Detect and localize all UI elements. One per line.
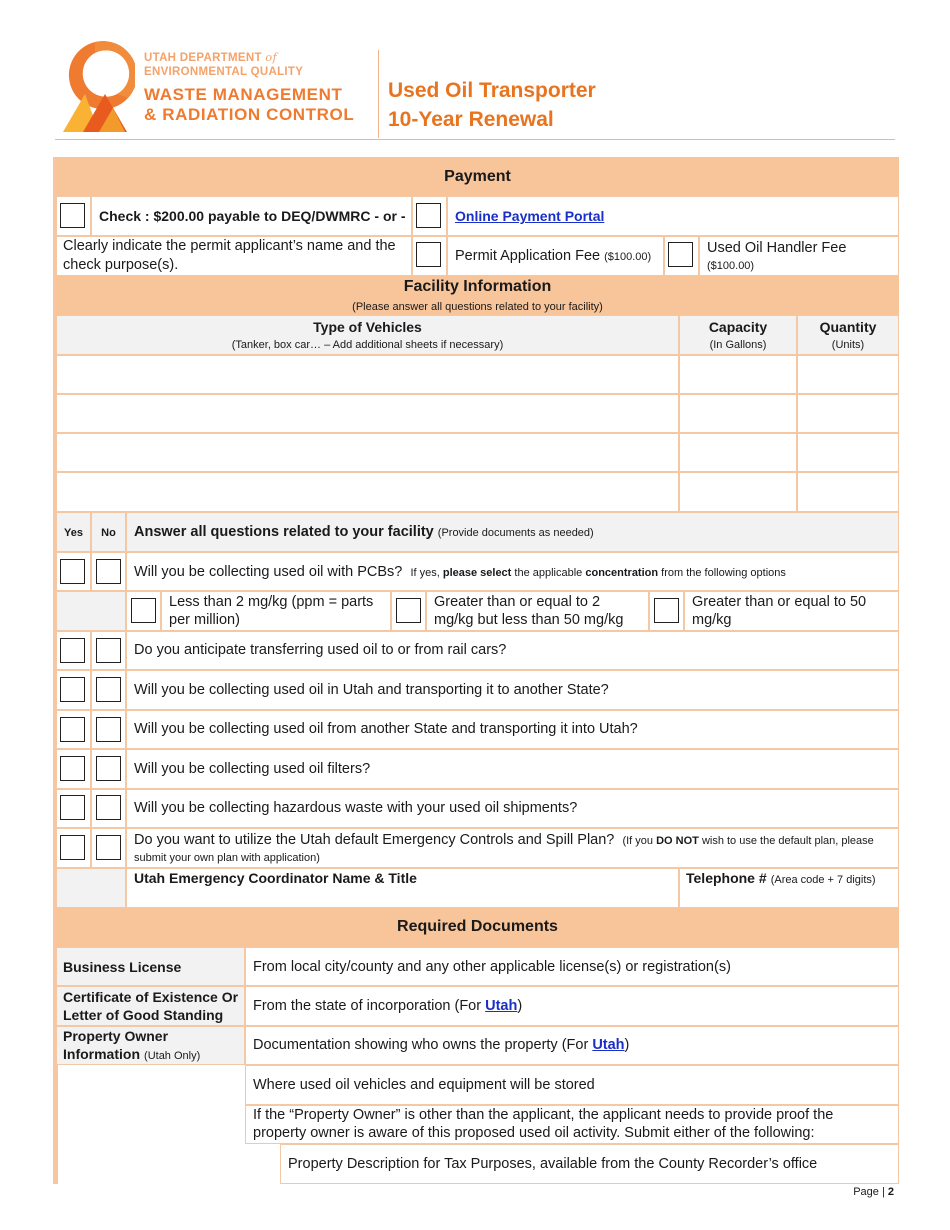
agency-line3: WASTE MANAGEMENT (144, 85, 343, 104)
agency-line2: ENVIRONMENTAL QUALITY (144, 65, 304, 78)
docs-heading: Required Documents (397, 918, 558, 935)
haz-no-checkbox[interactable] (96, 795, 121, 820)
pcb-opt3-line2: mg/kg (692, 612, 732, 628)
property-owner-info: Information (63, 1046, 140, 1062)
spill-yes-checkbox[interactable] (60, 835, 85, 860)
spill-note-line2: submit your own plan with application) (134, 852, 320, 864)
permit-fee-amount: ($100.00) (604, 251, 652, 263)
into-utah-question: Will you be collecting used oil from another State and transporting it into Utah? (134, 721, 638, 737)
spill-no-checkbox[interactable] (96, 835, 121, 860)
header-rule (55, 139, 895, 140)
property-owner-sub: (Utah Only) (144, 1050, 201, 1062)
col-capacity-label: Capacity (708, 319, 768, 335)
vehicle-capacity-input-1[interactable] (679, 355, 797, 394)
proof-line2: property owner is aware of this proposed used oil activity. Submit either of the following: (253, 1125, 815, 1141)
pcb-question-text: Will you be collecting used oil with PCBs? (134, 564, 403, 580)
hazardous-question: Will you be collecting hazardous waste with your used oil shipments? (134, 800, 578, 816)
pcb-note-e: from the following options (661, 567, 786, 579)
agency-name (144, 52, 354, 123)
online-payment-portal-link[interactable]: Online Payment Portal (455, 208, 605, 224)
out-yes-checkbox[interactable] (60, 677, 85, 702)
pcb-note-c: the applicable (514, 567, 583, 579)
certificate-utah-link[interactable]: Utah (485, 998, 518, 1014)
spill-question-text: Do you want to utilize the Utah default Emergency Controls and Spill Plan? (134, 832, 615, 848)
pcb-no-checkbox[interactable] (96, 559, 121, 584)
yes-header: Yes (64, 527, 83, 539)
filters-question: Will you be collecting used oil filters? (134, 761, 371, 777)
rail-question: Do you anticipate transferring used oil to or from rail cars? (134, 642, 507, 658)
telephone-text: Telephone # (686, 870, 767, 886)
tax-desc: Property Description for Tax Purposes, available from the County Recorder’s office (288, 1156, 818, 1172)
pcb-options-spacer (56, 591, 126, 631)
property-owner-close-paren: ) (624, 1037, 630, 1053)
vehicle-quantity-input-4[interactable] (797, 472, 899, 512)
property-owner-desc (253, 1036, 629, 1054)
permit-fee-text: Permit Application Fee (455, 248, 601, 264)
pcb-opt2-checkbox[interactable] (396, 598, 421, 623)
out-of-state-question: Will you be collecting used oil in Utah and transporting it to another State? (134, 682, 609, 698)
haz-yes-checkbox[interactable] (60, 795, 85, 820)
page-number: 2 (887, 1186, 894, 1198)
spill-question (134, 831, 874, 850)
coordinator-spacer (56, 868, 126, 908)
pcb-note-d: concentration (585, 567, 659, 579)
certificate-line1: Certificate of Existence Or (63, 989, 239, 1005)
answer-sub: (Provide documents as needed) (437, 527, 594, 539)
rail-yes-checkbox[interactable] (60, 638, 85, 663)
title-line1: Used Oil Transporter (388, 79, 596, 102)
certificate-desc-text: From the state of incorporation (For (253, 998, 482, 1014)
business-license-label: Business License (63, 959, 182, 975)
certificate-desc (253, 997, 522, 1015)
certificate-line2: Letter of Good Standing (63, 1007, 224, 1023)
facility-subheading: (Please answer all questions related to your facility) (352, 301, 603, 313)
rail-no-checkbox[interactable] (96, 638, 121, 663)
payment-instructions: Clearly indicate the permit applicant’s name and the check purpose(s). (63, 238, 396, 273)
in-no-checkbox[interactable] (96, 717, 121, 742)
pcb-question (134, 563, 786, 582)
vehicle-capacity-input-4[interactable] (679, 472, 797, 512)
vehicle-type-input-2[interactable] (56, 394, 679, 433)
wmrc-logo (55, 36, 135, 136)
vehicle-type-input-4[interactable] (56, 472, 679, 512)
pcb-opt1-line2: per million) (169, 612, 240, 628)
page-title (388, 76, 596, 134)
vehicle-type-input-1[interactable] (56, 355, 679, 394)
title-line2: 10-Year Renewal (388, 108, 554, 131)
vehicle-capacity-input-2[interactable] (679, 394, 797, 433)
portal-checkbox[interactable] (416, 203, 441, 228)
agency-line1: UTAH DEPARTMENT (144, 52, 262, 64)
col-quantity-sub: (Units) (831, 339, 865, 351)
no-header: No (101, 527, 116, 539)
coordinator-label: Utah Emergency Coordinator Name & Title (134, 870, 417, 886)
col-capacity-sub: (In Gallons) (709, 339, 767, 351)
vehicle-quantity-input-2[interactable] (797, 394, 899, 433)
proof-line1: If the “Property Owner” is other than the applicant, the applicant needs to provide proof the (253, 1107, 834, 1123)
agency-line4: & RADIATION CONTROL (144, 105, 355, 124)
spill-note-c: wish to use the default plan, please (701, 835, 874, 847)
telephone-sub: (Area code + 7 digits) (770, 874, 876, 886)
property-owner-line1: Property Owner (63, 1028, 169, 1044)
pcb-opt3-line1: Greater than or equal to 50 (692, 594, 867, 610)
property-owner-utah-link[interactable]: Utah (592, 1037, 625, 1053)
pcb-opt2-line2: mg/kg but less than 50 mg/kg (434, 612, 624, 628)
agency-of: of (265, 50, 278, 64)
page-label: Page | (853, 1186, 885, 1198)
pcb-opt3-checkbox[interactable] (654, 598, 679, 623)
pcb-opt1-checkbox[interactable] (131, 598, 156, 623)
page-footer (853, 1186, 894, 1198)
filters-yes-checkbox[interactable] (60, 756, 85, 781)
answer-header (134, 523, 594, 542)
pcb-yes-checkbox[interactable] (60, 559, 85, 584)
telephone-label (686, 869, 876, 889)
handler-fee-label: Used Oil Handler Fee (707, 240, 847, 256)
permit-fee-label (455, 247, 651, 266)
answer-label: Answer all questions related to your facility (134, 524, 434, 540)
storage-desc: Where used oil vehicles and equipment will be stored (253, 1077, 595, 1093)
handler-fee-checkbox[interactable] (668, 242, 693, 267)
pcb-opt1-line1: Less than 2 mg/kg (ppm = parts (169, 594, 374, 610)
vehicle-type-input-3[interactable] (56, 433, 679, 472)
vehicle-capacity-input-3[interactable] (679, 433, 797, 472)
spill-note-a: (If you (622, 835, 654, 847)
facility-heading: Facility Information (403, 278, 552, 295)
spill-note (622, 835, 873, 847)
pcb-note (410, 567, 785, 579)
col-quantity-label: Quantity (819, 319, 877, 335)
out-no-checkbox[interactable] (96, 677, 121, 702)
in-yes-checkbox[interactable] (60, 717, 85, 742)
pcb-opt2-line1: Greater than or equal to 2 (434, 594, 601, 610)
col-type-label: Type of Vehicles (313, 319, 422, 335)
handler-fee-amount: ($100.00) (707, 260, 755, 272)
check-label: Check : $200.00 payable to DEQ/DWMRC - or - (99, 208, 406, 224)
business-license-desc: From local city/county and any other applicable license(s) or registration(s) (253, 959, 731, 975)
filters-no-checkbox[interactable] (96, 756, 121, 781)
property-owner-desc-text: Documentation showing who owns the property (For (253, 1037, 589, 1053)
header-divider (378, 50, 379, 138)
spill-note-b: DO NOT (656, 835, 699, 847)
col-type-sub: (Tanker, box car… – Add additional sheets if necessary) (231, 339, 504, 351)
vehicle-quantity-input-3[interactable] (797, 433, 899, 472)
vehicle-quantity-input-1[interactable] (797, 355, 899, 394)
pcb-note-a: If yes, (410, 567, 440, 579)
certificate-close-paren: ) (517, 998, 523, 1014)
check-checkbox[interactable] (60, 203, 85, 228)
pcb-note-b: please select (442, 567, 512, 579)
payment-heading: Payment (444, 168, 511, 185)
property-owner-line2 (63, 1045, 200, 1065)
permit-fee-checkbox[interactable] (416, 242, 441, 267)
